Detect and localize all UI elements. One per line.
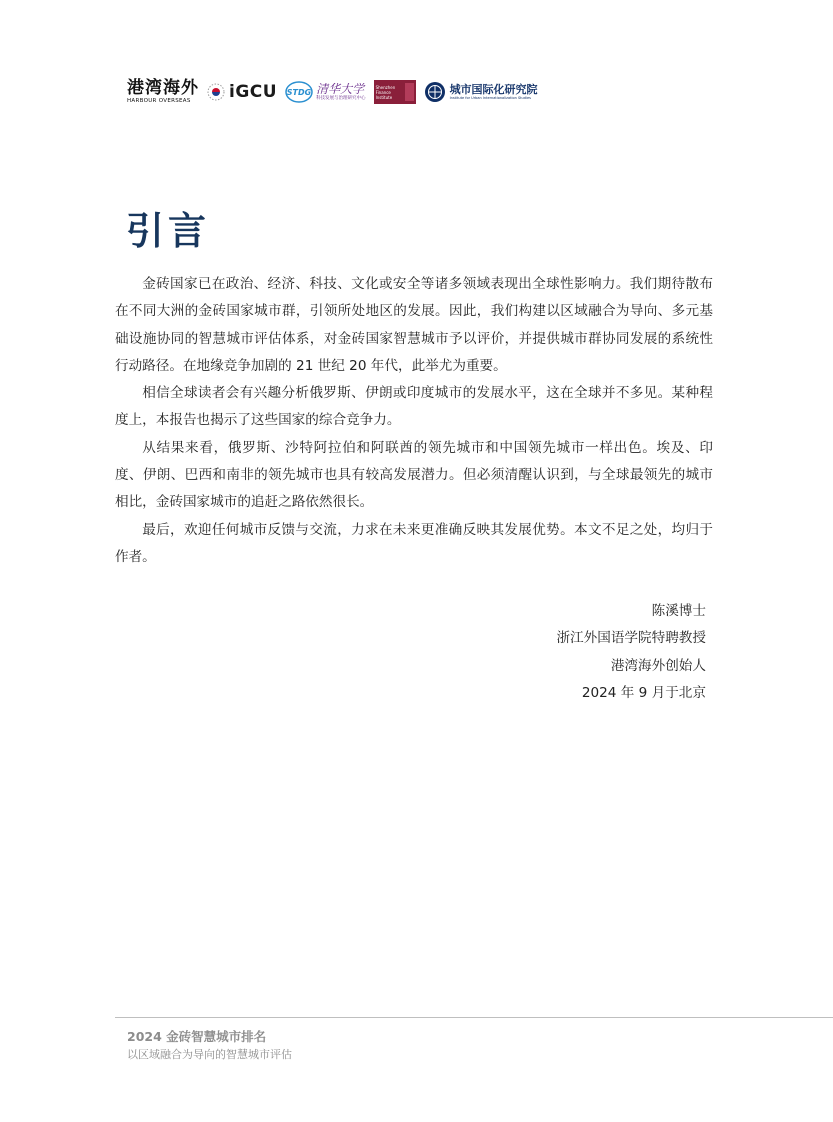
footer-report-title: 2024 金砖智慧城市排名 [127,1029,267,1044]
igcu-logo: iGCU [207,82,277,102]
paragraph: 最后，欢迎任何城市反馈与交流，力求在未来更准确反映其发展优势。本文不足之处，均归于作者。 [115,521,713,565]
globe-icon [424,81,446,103]
partner-logos [127,78,538,106]
tsinghua-stdg-logo: STDG 清华大学 科技发展与治理研究中心 [285,81,366,103]
harbour-overseas-logo: 港湾海外 HARBOUR OVERSEAS [127,77,199,104]
igcu-emblem-icon [207,83,225,101]
paragraph: 相信全球读者会有兴趣分析俄罗斯、伊朗或印度城市的发展水平，这在全球并不多见。某种程度上，本报告也揭示了这些国家的综合竞争力。 [115,385,713,429]
author-position: 浙江外国语学院特聘教授 [556,630,706,647]
urban-internationalization-logo: 城市国际化研究院 Institute for Urban Internationalization Studies [424,81,538,103]
shenzhen-emblem-icon [405,83,414,101]
paragraph: 从结果来看，俄罗斯、沙特阿拉伯和阿联酋的领先城市和中国领先城市一样出色。埃及、印度、伊朗、巴西和南非的领先城市也具有较高发展潜力。但必须清醒认识到，与全球最领先的城市相比，金砖国家城市的追赶之路依然很长。 [115,439,713,511]
stdg-badge-icon [285,81,313,103]
page-title: 引言 [126,209,211,253]
introduction-body [115,271,713,571]
footer-report-subtitle: 以区域融合为导向的智慧城市评估 [127,1048,292,1061]
signature-block [556,598,706,707]
paragraph: 金砖国家已在政治、经济、科技、文化或安全等诸多领域表现出全球性影响力。我们期待散布在不同大洲的金砖国家城市群，引领所处地区的发展。因此，我们构建以区域融合为导向、多元基础设施协同的智慧城市评估体系，对金砖国家智慧城市予以评价，并提供城市群协同发展的系统性行动路径。在地缘竞争加剧的 21 世纪 20 年代，此举尤为重要。 [115,276,713,374]
footer-divider [115,1017,833,1018]
shenzhen-finance-institute-logo: Shenzhen Finance Institute [374,80,416,104]
signature-date: 2024 年 9 月于北京 [581,684,706,701]
author-role: 港湾海外创始人 [610,657,706,674]
svg-text:STDG: STDG [286,88,312,97]
author-name: 陈溪博士 [651,603,706,619]
